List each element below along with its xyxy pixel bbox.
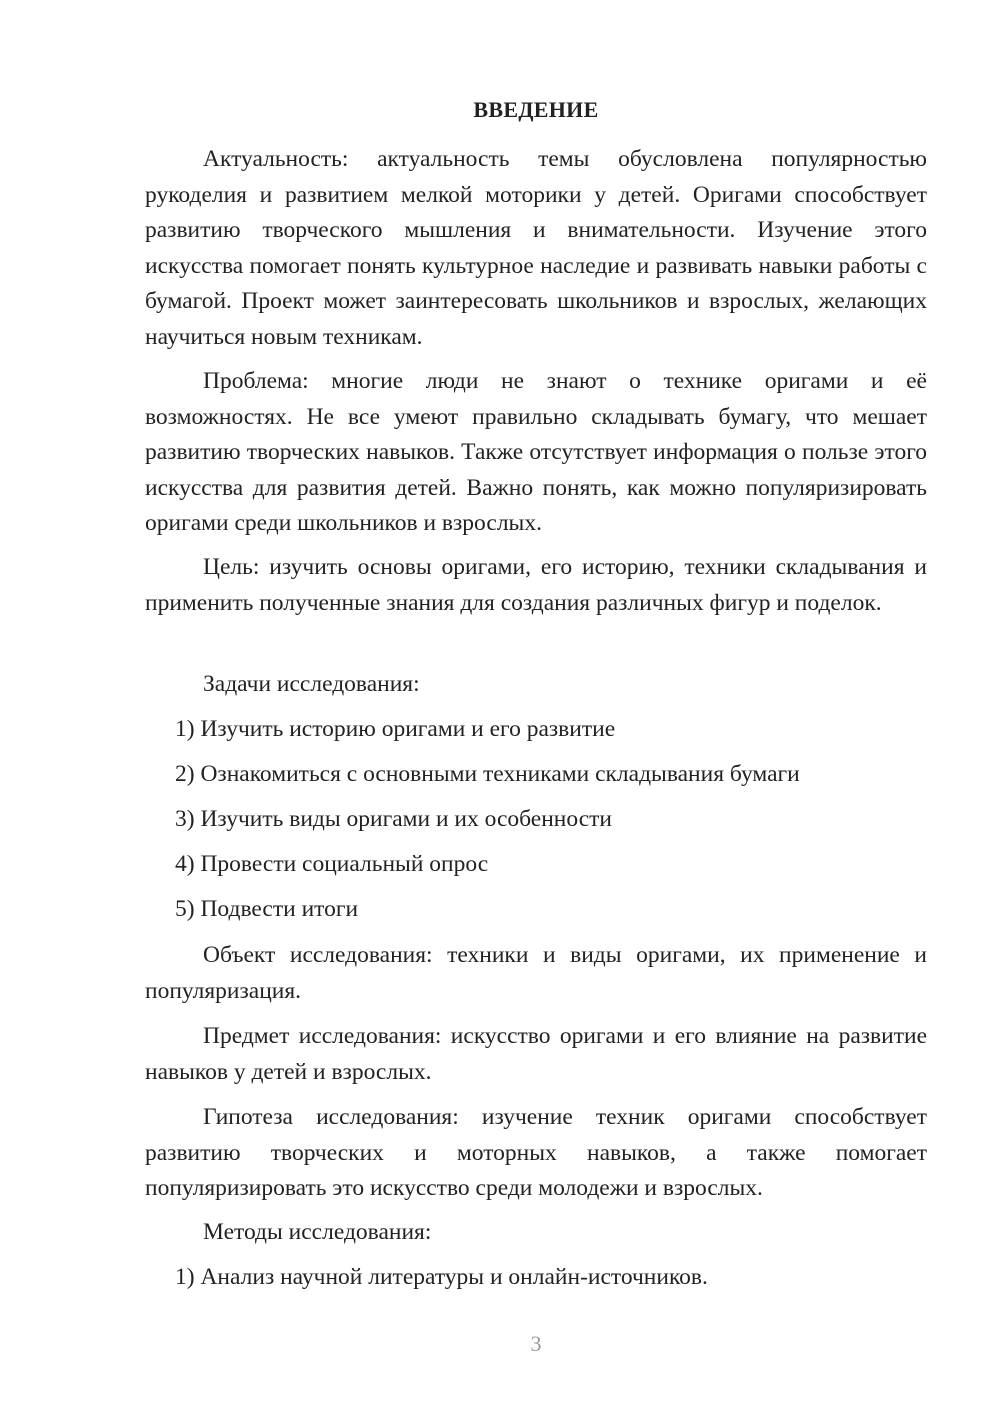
- problem-paragraph: Проблема: многие люди не знают о технике оригами и её возможностях. Не все умеют правильно складывать бумагу, что мешает развитию творческих навыков. Также отсутствует информация о пользе этого искусства для развития детей. Важно понять, как можно популяризировать оригами среди школьников и взрослых.: [145, 368, 927, 536]
- tasks-heading: Задачи исследования:: [203, 671, 420, 697]
- methods-heading: Методы исследования:: [203, 1219, 432, 1245]
- task-item: 5) Подвести итоги: [175, 896, 359, 922]
- subject-paragraph: Предмет исследования: искусство оригами и его влияние на развитие навыков у детей и взрослых.: [145, 1023, 927, 1085]
- task-item: 2) Ознакомиться с основными техниками складывания бумаги: [175, 761, 800, 787]
- page-title: ВВЕДЕНИЕ: [473, 97, 599, 122]
- object-paragraph: Объект исследования: техники и виды оригами, их применение и популяризация.: [145, 942, 927, 1004]
- page-number: 3: [530, 1331, 542, 1356]
- task-item: 3) Изучить виды оригами и их особенности: [175, 806, 612, 832]
- hypothesis-paragraph: Гипотеза исследования: изучение техник оригами способствует развитию творческих и моторных навыков, а также помогает популяризировать это искусство среди молодежи и взрослых.: [145, 1104, 927, 1201]
- goal-paragraph: Цель: изучить основы оригами, его историю, техники складывания и применить полученные знания для создания различных фигур и поделок.: [145, 554, 927, 616]
- relevance-paragraph: Актуальность: актуальность темы обусловлена популярностью рукоделия и развитием мелкой моторики у детей. Оригами способствует развитию творческого мышления и внимательности. Изучение этого искусства помогает понять культурное наследие и развивать навыки работы с бумагой. Проект может заинтересовать школьников и взрослых, желающих научиться новым техникам.: [145, 146, 927, 350]
- task-item: 4) Провести социальный опрос: [175, 851, 489, 877]
- method-item: 1) Анализ научной литературы и онлайн-источников.: [175, 1264, 708, 1290]
- task-item: 1) Изучить историю оригами и его развитие: [175, 716, 616, 742]
